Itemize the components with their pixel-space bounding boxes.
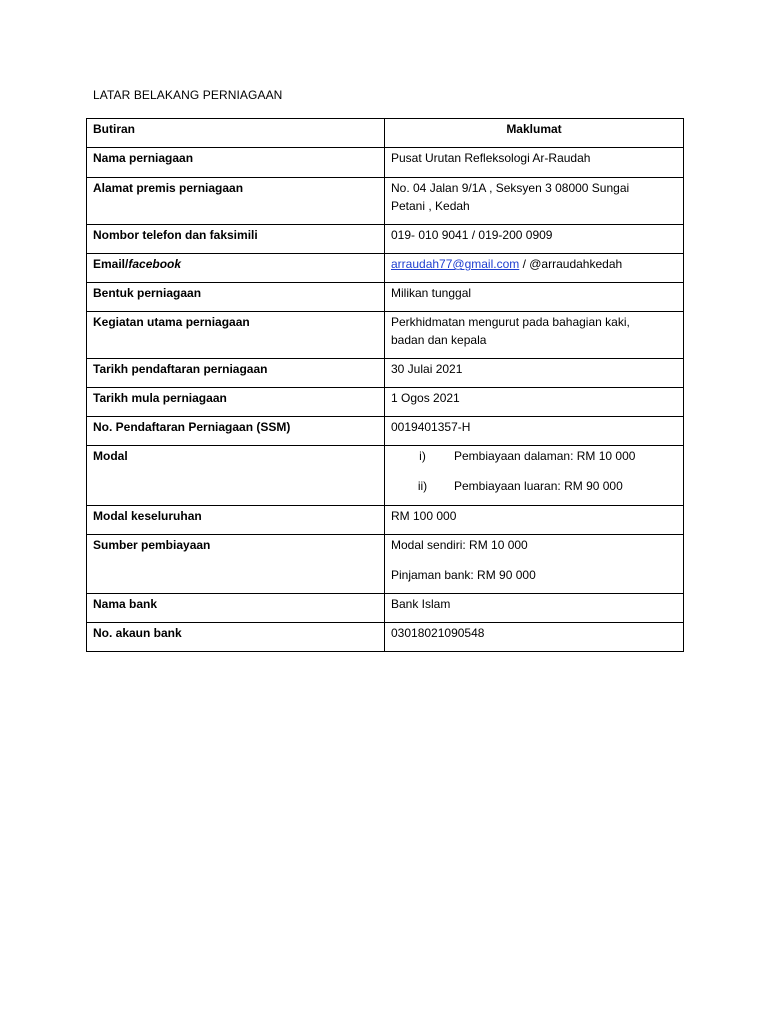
row-value: Pusat Urutan Refleksologi Ar-Raudah xyxy=(385,148,684,178)
funding-line-2: Pinjaman bank: RM 90 000 xyxy=(391,568,536,582)
row-value xyxy=(385,178,684,225)
table-row xyxy=(87,388,684,417)
table-row xyxy=(87,446,684,506)
row-value: 30 Julai 2021 xyxy=(385,359,684,388)
activity-line-1: Perkhidmatan mengurut pada bahagian kaki, xyxy=(391,315,630,329)
row-label xyxy=(87,254,385,283)
row-value: 0019401357-H xyxy=(385,417,684,446)
row-label: Nombor telefon dan faksimili xyxy=(87,225,385,254)
table-row xyxy=(87,312,684,359)
table-row xyxy=(87,283,684,312)
row-value xyxy=(385,446,684,506)
row-value: Bank Islam xyxy=(385,594,684,623)
address-line-1: No. 04 Jalan 9/1A , Seksyen 3 08000 Sungai xyxy=(391,181,630,195)
list-number: ii) xyxy=(417,479,428,493)
row-label: Tarikh pendaftaran perniagaan xyxy=(87,359,385,388)
row-label: Sumber pembiayaan xyxy=(87,535,385,594)
list-spacer xyxy=(391,465,677,477)
row-value: 019- 010 9041 / 019-200 0909 xyxy=(385,225,684,254)
row-label: Modal xyxy=(87,446,385,506)
table-row xyxy=(87,359,684,388)
row-label: Tarikh mula perniagaan xyxy=(87,388,385,417)
email-link[interactable]: arraudah77@gmail.com xyxy=(391,257,520,271)
row-value xyxy=(385,254,684,283)
list-spacer xyxy=(391,554,677,566)
table-row xyxy=(87,535,684,594)
table-row xyxy=(87,178,684,225)
document-title: LATAR BELAKANG PERNIAGAAN xyxy=(93,88,283,102)
row-value xyxy=(385,312,684,359)
row-label: Nama perniagaan xyxy=(87,148,385,178)
facebook-handle: / @arraudahkedah xyxy=(519,257,623,271)
row-value: RM 100 000 xyxy=(385,506,684,535)
table-row xyxy=(87,594,684,623)
row-label: No. Pendaftaran Perniagaan (SSM) xyxy=(87,417,385,446)
table-row xyxy=(87,417,684,446)
row-label: Nama bank xyxy=(87,594,385,623)
label-italic: facebook xyxy=(128,257,182,271)
list-text: Pembiayaan luaran: RM 90 000 xyxy=(454,479,623,493)
business-info-table xyxy=(86,118,684,652)
table-row xyxy=(87,506,684,535)
row-value: 1 Ogos 2021 xyxy=(385,388,684,417)
header-maklumat: Maklumat xyxy=(385,119,684,148)
table-row xyxy=(87,148,684,178)
activity-line-2: badan dan kepala xyxy=(391,333,487,347)
row-value: 03018021090548 xyxy=(385,623,684,652)
table-header-row xyxy=(87,119,684,148)
row-label: Alamat premis perniagaan xyxy=(87,178,385,225)
table-row xyxy=(87,225,684,254)
list-item xyxy=(391,477,677,495)
list-number: i) xyxy=(419,449,426,463)
row-value xyxy=(385,535,684,594)
table-row xyxy=(87,254,684,283)
table-row xyxy=(87,623,684,652)
header-butiran: Butiran xyxy=(87,119,385,148)
funding-line-1: Modal sendiri: RM 10 000 xyxy=(391,538,528,552)
row-value: Milikan tunggal xyxy=(385,283,684,312)
row-label: No. akaun bank xyxy=(87,623,385,652)
row-label: Modal keseluruhan xyxy=(87,506,385,535)
address-line-2: Petani , Kedah xyxy=(391,199,470,213)
row-label: Bentuk perniagaan xyxy=(87,283,385,312)
row-label: Kegiatan utama perniagaan xyxy=(87,312,385,359)
label-prefix: Email/ xyxy=(93,257,129,271)
list-item xyxy=(391,447,677,465)
list-text: Pembiayaan dalaman: RM 10 000 xyxy=(454,449,636,463)
